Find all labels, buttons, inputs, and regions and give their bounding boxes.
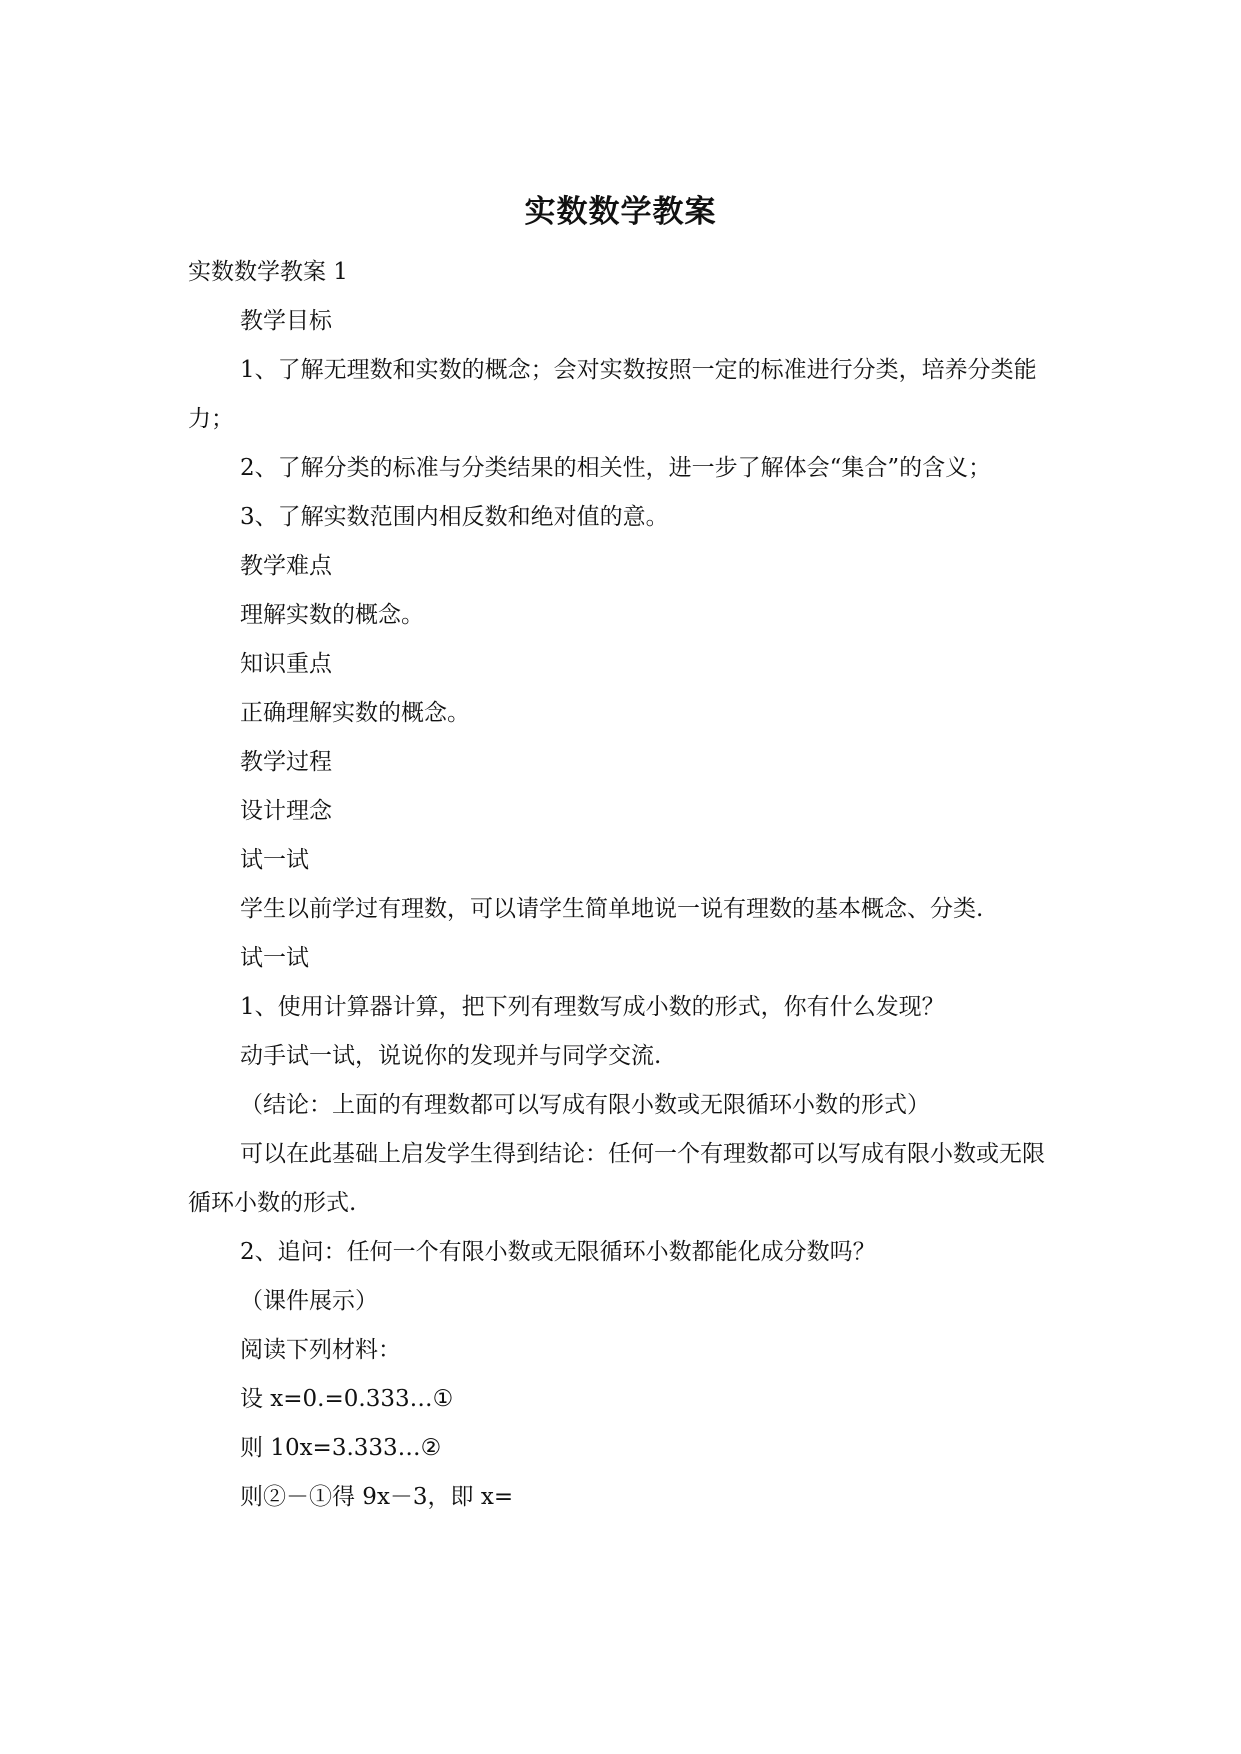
paragraph: 阅读下列材料：	[240, 1337, 401, 1363]
paragraph: 理解实数的概念。	[240, 602, 424, 628]
paragraph: 试一试	[240, 945, 309, 971]
paragraph: 知识重点	[240, 651, 332, 677]
paragraph: 教学过程	[240, 749, 332, 775]
paragraph: 可以在此基础上启发学生得到结论：任何一个有理数都可以写成有限小数或无限循环小数的形式.	[188, 1141, 1045, 1216]
document-title: 实数数学教案	[524, 194, 717, 230]
paragraph: 设计理念	[240, 798, 332, 824]
paragraph: 学生以前学过有理数，可以请学生简单地说一说有理数的基本概念、分类.	[240, 896, 984, 922]
paragraph: 动手试一试，说说你的发现并与同学交流.	[240, 1043, 662, 1069]
paragraph: 教学难点	[240, 553, 332, 579]
paragraph: 则 10x=3.333…②	[240, 1435, 442, 1461]
paragraph: 则②－①得 9x－3，即 x=	[240, 1484, 514, 1510]
paragraph: 正确理解实数的概念。	[240, 700, 470, 726]
paragraph: 2、追问：任何一个有限小数或无限循环小数都能化成分数吗？	[240, 1239, 876, 1265]
document-body	[188, 248, 1058, 1522]
paragraph: 设 x=0.=0.333…①	[240, 1386, 454, 1412]
paragraph: 试一试	[240, 847, 309, 873]
paragraph: （结论：上面的有理数都可以写成有限小数或无限循环小数的形式）	[240, 1092, 930, 1118]
paragraph: （课件展示）	[240, 1288, 378, 1314]
paragraph: 教学目标	[240, 308, 332, 334]
paragraph: 1、使用计算器计算，把下列有理数写成小数的形式，你有什么发现？	[240, 994, 945, 1020]
paragraph: 2、了解分类的标准与分类结果的相关性，进一步了解体会“集合”的含义；	[240, 455, 992, 481]
section-heading: 实数数学教案 1	[188, 259, 348, 285]
paragraph: 3、了解实数范围内相反数和绝对值的意。	[240, 504, 669, 530]
paragraph: 1、了解无理数和实数的概念；会对实数按照一定的标准进行分类，培养分类能力；	[188, 357, 1037, 432]
